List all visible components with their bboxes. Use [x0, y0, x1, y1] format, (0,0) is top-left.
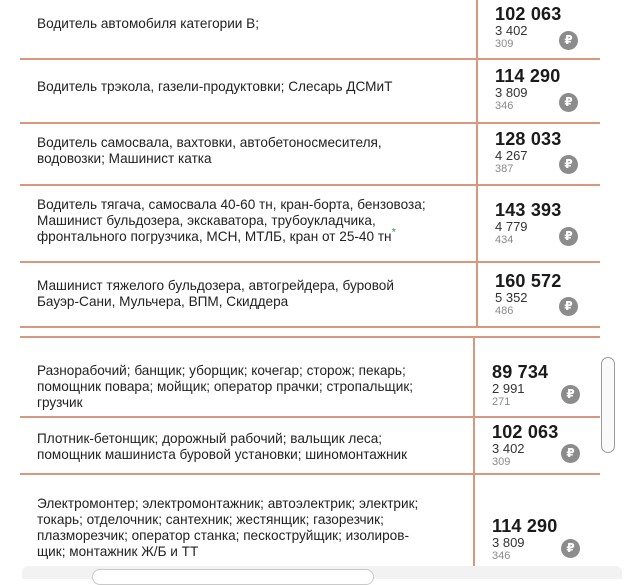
monthly-salary: 114 290 [495, 66, 561, 86]
column-divider [476, 60, 478, 124]
monthly-salary: 143 393 [495, 200, 562, 220]
hourly-rate: 346 [495, 100, 514, 112]
salary-values [495, 272, 605, 318]
position-label: Водитель самосвала, вахтовки, автобетоносмесителя, водовозки; Машинист катка [37, 135, 382, 166]
ruble-coin-icon: ₽ [561, 444, 580, 463]
ruble-coin-icon: ₽ [561, 385, 580, 404]
footnote-asterisk: * [391, 226, 396, 239]
salary-values [495, 5, 605, 51]
column-divider [476, 186, 478, 263]
column-divider [476, 124, 478, 186]
position-label: Электромонтер; электромонтажник; автоэлектрик; электрик; токарь; отделочник; сантехник; жестянщик; газорезчик; плазморезчик; оператор станка; пескоструйщик; изолиров- щик; монтажник Ж/Б и ТТ [37, 496, 419, 559]
table-row [20, 124, 600, 186]
ruble-coin-icon: ₽ [559, 155, 578, 174]
column-divider [476, 263, 478, 328]
daily-rate: 3 809 [492, 535, 525, 550]
hourly-rate: 309 [492, 456, 511, 468]
position-label: Плотник-бетонщик; дорожный рабочий; вальщик леса; помощник машиниста буровой установки; шиномонтажник [37, 431, 408, 462]
salary-values [492, 423, 602, 469]
monthly-salary: 102 063 [495, 4, 562, 24]
monthly-salary: 160 572 [495, 271, 562, 291]
row-divider [20, 326, 600, 328]
hourly-rate: 486 [495, 305, 514, 317]
position-label: Водитель трэкола, газели-продуктовки; Слесарь ДСМиТ [37, 79, 393, 94]
table-row [20, 418, 600, 475]
table-row [20, 0, 600, 60]
ruble-coin-icon: ₽ [561, 539, 580, 558]
column-divider [473, 338, 475, 418]
table-row [20, 475, 600, 567]
position-label: Машинист тяжелого бульдозера, автогрейдера, буровой Бауэр-Сани, Мульчера, ВПМ, Скиддера [37, 278, 394, 309]
salary-values [492, 363, 602, 409]
position-label: Водитель автомобиля категории В; [37, 16, 260, 31]
scrollbar-thumb[interactable] [601, 357, 615, 453]
monthly-salary: 114 290 [492, 516, 558, 536]
table-row [20, 338, 600, 418]
daily-rate: 2 991 [492, 381, 525, 396]
daily-rate: 3 809 [495, 85, 528, 100]
monthly-salary: 128 033 [495, 129, 562, 149]
position-label [37, 197, 466, 245]
daily-rate: 3 402 [492, 441, 525, 456]
table-row [20, 186, 600, 263]
ruble-coin-icon: ₽ [559, 297, 578, 316]
hourly-rate: 346 [492, 550, 511, 562]
hourly-rate: 309 [495, 38, 514, 50]
hourly-rate: 434 [495, 234, 514, 246]
daily-rate: 4 267 [495, 148, 528, 163]
hourly-rate: 387 [495, 163, 514, 175]
monthly-salary: 102 063 [492, 422, 559, 442]
ruble-coin-icon: ₽ [559, 93, 578, 112]
column-divider [473, 418, 475, 475]
hourly-rate: 271 [492, 396, 511, 408]
position-label: Разнорабочий; банщик; уборщик; кочегар; сторож; пекарь; помощник повара; мойщик; оператор прачки; стропальщик; грузчик [37, 363, 414, 410]
address-bar[interactable] [92, 569, 374, 585]
daily-rate: 4 779 [495, 219, 528, 234]
salary-values [495, 130, 605, 176]
daily-rate: 3 402 [495, 23, 528, 38]
ruble-coin-icon: ₽ [559, 227, 578, 246]
table-row [20, 60, 600, 124]
monthly-salary: 89 734 [492, 362, 549, 382]
daily-rate: 5 352 [495, 290, 528, 305]
table-row [20, 263, 600, 328]
ruble-coin-icon: ₽ [559, 31, 578, 50]
column-divider [476, 0, 478, 60]
column-divider [473, 475, 475, 567]
salary-values [492, 517, 602, 563]
position-label-text: Водитель тягача, самосвала 40-60 тн, кран-борта, бензовоза; Машинист бульдозера, экскаватора, трубоукладчика, фронтального погрузчика, МСН, МТЛБ, кран от 25-40 тн [37, 197, 426, 244]
salary-values [495, 67, 605, 113]
salary-values [495, 201, 605, 247]
